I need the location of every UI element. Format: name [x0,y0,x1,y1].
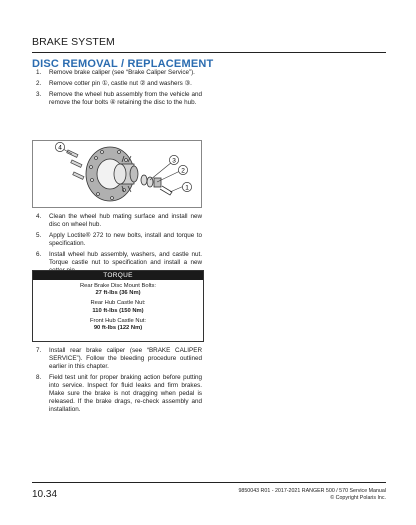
step-item [32,91,202,107]
callout-2 [178,165,187,174]
torque-spec-label: Rear Brake Disc Mount Bolts: [79,283,157,289]
step-number: 8. [36,374,42,381]
steps-mid [32,213,202,278]
section-title: DISC REMOVAL / REPLACEMENT [32,58,214,70]
step-text: Install wheel hub assembly, washers, and castle nut. Torque castle nut to specification and install a new [49,251,202,266]
torque-spec-label: Front Hub Castle Nut: [89,317,147,324]
callout-1 [182,182,191,191]
step-text: Apply Loctite® 272 to new bolts, install and torque to specification. [49,232,202,247]
torque-spec-item [33,300,203,314]
torque-spec-box [32,270,204,342]
torque-spec-item [33,318,203,332]
step-item [32,80,202,88]
step-number: 2. [36,80,42,87]
footer-divider [32,482,386,483]
callout-3 [169,155,178,164]
step-text: Remove the wheel hub assembly from the vehicle and remove the four bolts ④ retaining the disc to the hub. [49,91,202,106]
svg-text:3: 3 [172,157,176,165]
svg-text:1: 1 [185,184,189,192]
torque-spec-item [33,283,203,297]
steps-bottom [32,347,202,417]
torque-spec-value: 110 ft-lbs (150 Nm) [92,307,144,314]
step-text: Remove brake caliper (see “Brake Caliper Service”). [49,69,195,76]
header-divider [32,52,386,53]
step-text: Install rear brake caliper (see “BRAKE CALIPER SERVICE”). Follow the bleeding procedure outlined earlier in this chapter. [49,347,202,370]
steps-top [32,69,202,110]
svg-text:2: 2 [181,167,185,175]
torque-spec-value: 27 ft-lbs (36 Nm) [95,290,141,297]
svg-text:4: 4 [58,144,62,152]
step-text: Remove cotter pin ①, castle nut ② and washers ③. [49,80,192,87]
step-number: 4. [36,213,42,220]
step-item [32,374,202,414]
brake-disc-illustration [32,140,202,208]
step-number: 5. [36,232,42,239]
torque-header: TORQUE [33,271,203,280]
torque-spec-value: 90 ft-lbs (122 Nm) [93,325,143,332]
step-number: 7. [36,347,42,354]
step-text: Clean the wheel hub mating surface and install new disc on wheel hub. [49,213,202,228]
header-title: BRAKE SYSTEM [32,36,115,48]
torque-spec-label: Rear Hub Castle Nut: [90,300,146,307]
manual-title: 9850043 R01 - 2017-2021 RANGER 500 / 570 Service Manual [238,488,386,494]
step-item [32,347,202,371]
step-item [32,232,202,248]
step-text: Field test unit for proper braking action before putting into service. Inspect for fluid leaks and firm brakes. Make sure the brake is not dragging when pedal is released. If the brake drags, re-check assembly and installation. [49,374,202,413]
copyright-notice: © Copyright Polaris Inc. [330,495,386,501]
step-number: 6. [36,251,42,258]
step-number: 3. [36,91,42,98]
step-item [32,69,202,77]
step-item [32,213,202,229]
callout-4 [55,142,64,151]
page-number: 10.34 [32,489,58,500]
step-number: 1. [36,69,42,76]
